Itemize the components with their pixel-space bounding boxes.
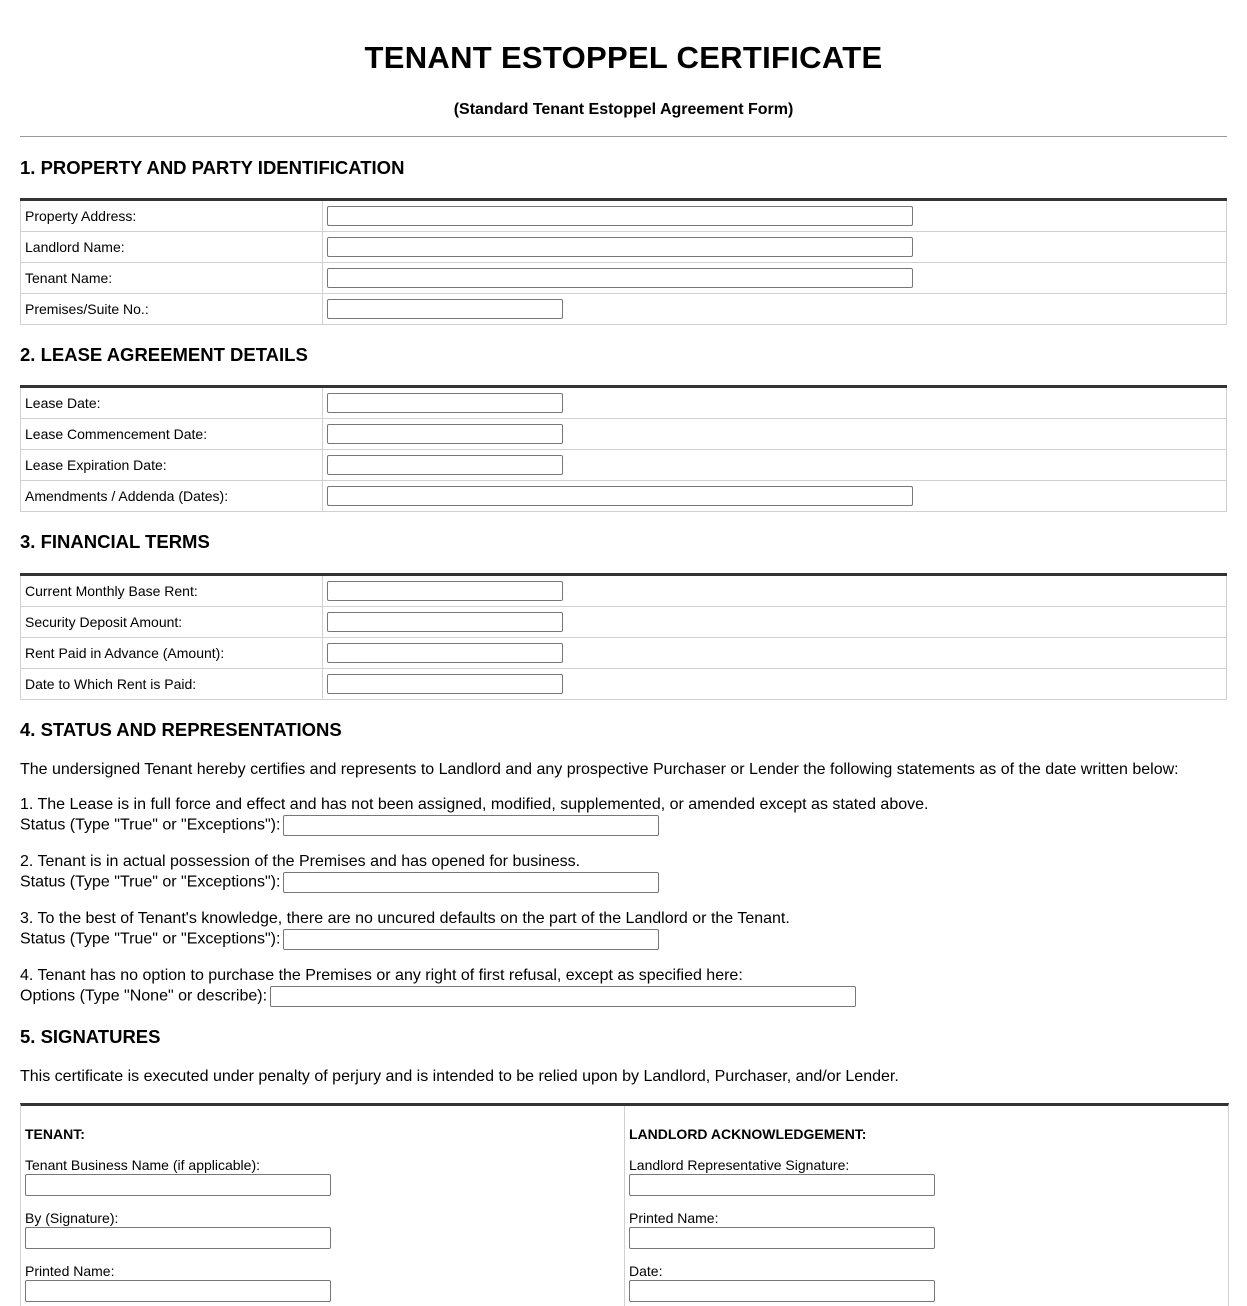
lease-commencement-input[interactable] bbox=[327, 424, 563, 444]
landlord-signature-input[interactable] bbox=[629, 1174, 935, 1196]
tenant-name-input[interactable] bbox=[327, 268, 913, 288]
table-row bbox=[21, 481, 1227, 512]
field-label: By (Signature): bbox=[25, 1210, 119, 1226]
section-5-title: 5. SIGNATURES bbox=[20, 1026, 161, 1047]
row-label: Landlord Name: bbox=[21, 232, 323, 263]
table-row bbox=[21, 575, 1227, 607]
row-label: Lease Expiration Date: bbox=[21, 450, 323, 481]
statement-1-status-input[interactable] bbox=[283, 815, 659, 836]
options-input[interactable] bbox=[270, 986, 856, 1007]
statement-4 bbox=[20, 966, 856, 1007]
table-row bbox=[21, 419, 1227, 450]
lease-details-table bbox=[20, 385, 1227, 512]
statement-text: 2. Tenant is in actual possession of the Premises and has opened for business. bbox=[20, 853, 581, 870]
statement-text: 3. To the best of Tenant's knowledge, there are no uncured defaults on the part of the Landlord or the Tenant. bbox=[20, 910, 790, 927]
field-label: Landlord Representative Signature: bbox=[629, 1157, 850, 1173]
table-row bbox=[21, 607, 1227, 638]
landlord-signature-column bbox=[624, 1106, 1228, 1306]
row-label: Rent Paid in Advance (Amount): bbox=[21, 638, 323, 669]
row-label: Lease Commencement Date: bbox=[21, 419, 323, 450]
field-label: Printed Name: bbox=[629, 1210, 719, 1226]
tenant-heading: TENANT: bbox=[25, 1126, 85, 1142]
table-row bbox=[21, 638, 1227, 669]
table-row bbox=[21, 387, 1227, 419]
statement-prompt: Status (Type "True" or "Exceptions"): bbox=[20, 816, 281, 834]
amendments-input[interactable] bbox=[327, 486, 913, 506]
section-2-title: 2. LEASE AGREEMENT DETAILS bbox=[20, 344, 308, 365]
section-4-title: 4. STATUS AND REPRESENTATIONS bbox=[20, 719, 342, 740]
row-label: Current Monthly Base Rent: bbox=[21, 575, 323, 607]
landlord-printed-name-input[interactable] bbox=[629, 1227, 935, 1249]
statement-prompt: Status (Type "True" or "Exceptions"): bbox=[20, 873, 281, 891]
section-1-title: 1. PROPERTY AND PARTY IDENTIFICATION bbox=[20, 157, 405, 178]
lease-expiration-input[interactable] bbox=[327, 455, 563, 475]
statement-prompt: Options (Type "None" or describe): bbox=[20, 987, 268, 1005]
tenant-signature-column bbox=[21, 1106, 624, 1306]
row-label: Property Address: bbox=[21, 200, 323, 232]
row-label: Date to Which Rent is Paid: bbox=[21, 669, 323, 700]
landlord-heading: LANDLORD ACKNOWLEDGEMENT: bbox=[629, 1126, 867, 1142]
security-deposit-input[interactable] bbox=[327, 612, 563, 632]
row-label: Amendments / Addenda (Dates): bbox=[21, 481, 323, 512]
row-label: Lease Date: bbox=[21, 387, 323, 419]
landlord-date-input[interactable] bbox=[629, 1280, 935, 1302]
statement-2-status-input[interactable] bbox=[283, 872, 659, 893]
row-label: Premises/Suite No.: bbox=[21, 294, 323, 325]
statement-prompt: Status (Type "True" or "Exceptions"): bbox=[20, 930, 281, 948]
page-subtitle: (Standard Tenant Estoppel Agreement Form) bbox=[453, 101, 794, 118]
section-5-intro: This certificate is executed under penalty of perjury and is intended to be relied upon by Landlord, Purchaser, and/or Lender. bbox=[20, 1068, 899, 1085]
table-row bbox=[21, 450, 1227, 481]
field-label: Date: bbox=[629, 1263, 663, 1279]
signatures-table bbox=[20, 1103, 1229, 1306]
statement-text: 1. The Lease is in full force and effect and has not been assigned, modified, supplemented, or amended except as stated above. bbox=[20, 796, 929, 813]
table-row bbox=[21, 232, 1227, 263]
rent-paid-advance-input[interactable] bbox=[327, 643, 563, 663]
field-label: Printed Name: bbox=[25, 1263, 115, 1279]
rent-paid-date-input[interactable] bbox=[327, 674, 563, 694]
statement-3 bbox=[20, 909, 790, 950]
statement-text: 4. Tenant has no option to purchase the Premises or any right of first refusal, except as specified here: bbox=[20, 967, 743, 984]
property-address-input[interactable] bbox=[327, 206, 913, 226]
page-title: TENANT ESTOPPEL CERTIFICATE bbox=[364, 40, 883, 75]
table-row bbox=[21, 669, 1227, 700]
tenant-business-name-input[interactable] bbox=[25, 1174, 331, 1196]
landlord-name-input[interactable] bbox=[327, 237, 913, 257]
table-row bbox=[21, 263, 1227, 294]
table-row bbox=[21, 200, 1227, 232]
lease-date-input[interactable] bbox=[327, 393, 563, 413]
statement-3-status-input[interactable] bbox=[283, 929, 659, 950]
section-4-intro: The undersigned Tenant hereby certifies and represents to Landlord and any prospective Purchaser or Lender the following statements as of the date written below: bbox=[20, 761, 1179, 778]
premises-suite-input[interactable] bbox=[327, 299, 563, 319]
financial-terms-table bbox=[20, 573, 1227, 700]
table-row bbox=[21, 294, 1227, 325]
statement-2 bbox=[20, 852, 659, 893]
section-3-title: 3. FINANCIAL TERMS bbox=[20, 531, 210, 552]
header-divider bbox=[20, 136, 1227, 137]
row-label: Tenant Name: bbox=[21, 263, 323, 294]
tenant-printed-name-input[interactable] bbox=[25, 1280, 331, 1302]
statement-1 bbox=[20, 795, 928, 836]
property-party-table bbox=[20, 198, 1227, 325]
tenant-signature-input[interactable] bbox=[25, 1227, 331, 1249]
row-label: Security Deposit Amount: bbox=[21, 607, 323, 638]
field-label: Tenant Business Name (if applicable): bbox=[25, 1157, 261, 1173]
monthly-base-rent-input[interactable] bbox=[327, 581, 563, 601]
